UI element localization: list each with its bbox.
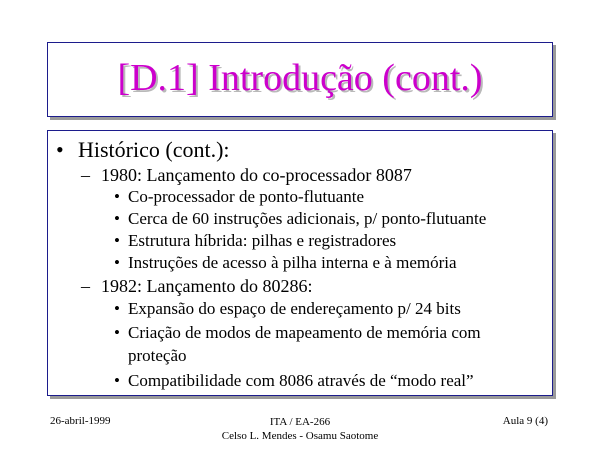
detail-continuation: proteção bbox=[128, 346, 187, 365]
detail-text: Co-processador de ponto-flutuante bbox=[128, 187, 365, 206]
bullet-icon: • bbox=[114, 231, 120, 250]
bullet-icon: • bbox=[114, 253, 120, 272]
detail-item bbox=[114, 253, 457, 273]
footer-date: 26-abril-1999 bbox=[50, 415, 111, 427]
slide-title: [D.1] Introdução (cont.) bbox=[117, 57, 483, 99]
detail-text: Criação de modos de mapeamento de memória com bbox=[128, 323, 481, 342]
title-box bbox=[47, 42, 553, 117]
subitem-text: 1980: Lançamento do co-processador 8087 bbox=[101, 165, 412, 185]
detail-item bbox=[114, 231, 396, 251]
dash-icon: – bbox=[81, 276, 90, 296]
subitem-1980 bbox=[81, 165, 412, 186]
detail-item bbox=[114, 209, 486, 229]
footer-page-number: Aula 9 (4) bbox=[502, 415, 548, 427]
bullet-icon: • bbox=[114, 323, 120, 342]
detail-item bbox=[114, 371, 474, 391]
detail-item bbox=[114, 299, 461, 319]
bullet-icon: • bbox=[114, 371, 120, 390]
bullet-icon: • bbox=[114, 299, 120, 318]
bullet-icon: • bbox=[114, 209, 120, 228]
detail-text: Cerca de 60 instruções adicionais, p/ ponto-flutuante bbox=[128, 209, 487, 228]
detail-text: Estrutura híbrida: pilhas e registradores bbox=[128, 231, 397, 250]
detail-text: Expansão do espaço de endereçamento p/ 24 bits bbox=[128, 299, 461, 318]
subitem-1982 bbox=[81, 276, 312, 297]
footer-course: ITA / EA-266 bbox=[269, 416, 331, 428]
subitem-text: 1982: Lançamento do 80286: bbox=[101, 276, 313, 296]
bullet-icon: • bbox=[114, 187, 120, 206]
detail-item bbox=[114, 187, 364, 207]
content-box bbox=[47, 130, 553, 396]
detail-text: Compatibilidade com 8086 através de “modo real” bbox=[128, 371, 474, 390]
footer-authors: Celso L. Mendes - Osamu Saotome bbox=[221, 430, 379, 442]
detail-text: Instruções de acesso à pilha interna e à memória bbox=[128, 253, 457, 272]
bullet-text: Histórico (cont.): bbox=[78, 137, 230, 162]
bullet-item-historico bbox=[56, 137, 230, 163]
detail-item bbox=[114, 323, 481, 343]
dash-icon: – bbox=[81, 165, 90, 185]
bullet-icon: • bbox=[56, 137, 64, 162]
